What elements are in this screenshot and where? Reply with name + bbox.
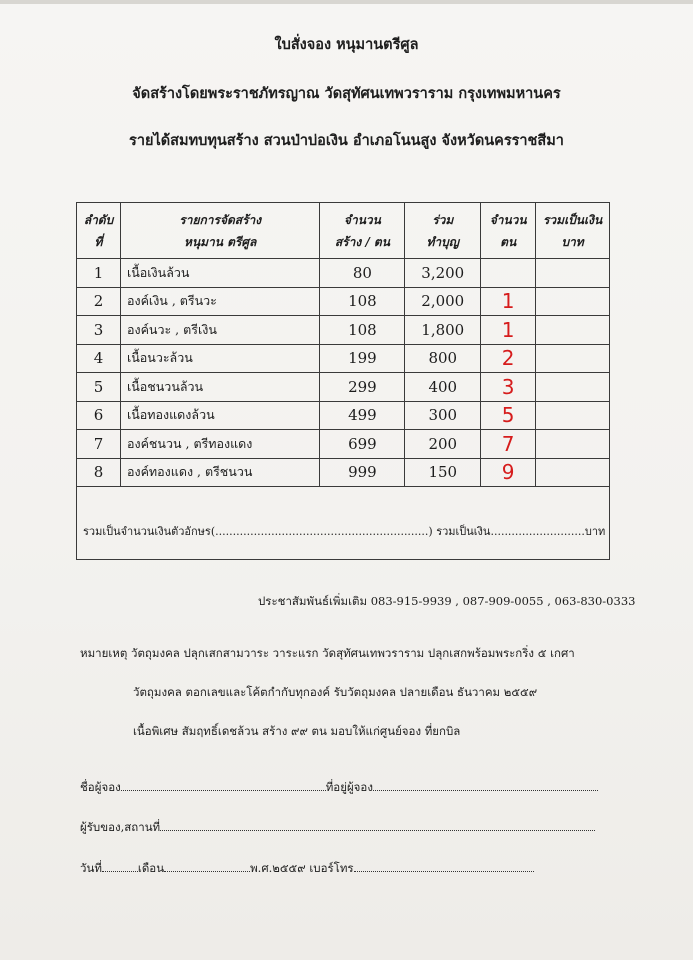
row-total[interactable] [536,430,610,459]
receiver-field[interactable] [160,820,595,831]
phone-label: เบอร์โทร [309,861,354,875]
header-no: ลำดับ ที่ [77,203,121,259]
row-made: 80 [320,259,405,288]
address-label: ที่อยู่ผู้จอง [325,780,373,794]
receiver-label: ผู้รับของ,สถานที่ [80,820,161,834]
row-item: เนื้อนวะล้วน [120,344,320,373]
date-label: วันที่ [80,861,102,875]
row-no: 8 [77,458,121,487]
row-total[interactable] [536,259,610,288]
row-total[interactable] [536,316,610,345]
row-qty[interactable] [481,259,536,288]
name-field[interactable] [121,780,326,791]
table-header-row [77,203,610,259]
row-qty[interactable]: 7 [481,430,536,459]
row-made: 499 [320,401,405,430]
row-donate: 300 [405,401,481,430]
row-total[interactable] [536,287,610,316]
month-label: เดือน [137,861,165,875]
row-qty[interactable]: 5 [481,401,536,430]
row-no: 4 [77,344,121,373]
note-line-1: หมายเหตุ วัตถุมงคล ปลุกเสกสามวาระ วาระแรก วัดสุทัศนเทพวราราม ปลุกเสกพร้อมพระกริ่ง ๕ เกศา [80,646,575,660]
table-total-row [77,487,610,560]
receiver-row [80,819,595,837]
row-total[interactable] [536,401,610,430]
row-total[interactable] [536,458,610,487]
row-donate: 800 [405,344,481,373]
name-label: ชื่อผู้จอง [80,780,121,794]
form-title: ใบสั่งจอง หนุมานตรีศูล [274,36,419,53]
month-field[interactable] [164,861,250,872]
row-qty[interactable]: 2 [481,344,536,373]
row-item: เนื้อเงินล้วน [120,259,320,288]
total-in-words-field[interactable]: รวมเป็นจำนวนเงินตัวอักษร(.............................................................) รวมเป็นเงิน...........................บาท [77,487,610,560]
address-field[interactable] [373,780,598,791]
page-edge [0,0,693,4]
header-item: รายการจัดสร้าง หนุมาน ตรีศูล [120,203,320,259]
row-no: 3 [77,316,121,345]
organizer-line: จัดสร้างโดยพระราชภัทรญาณ วัดสุทัศนเทพวราราม กรุงเทพมหานคร [132,85,561,102]
row-made: 108 [320,287,405,316]
row-total[interactable] [536,344,610,373]
row-qty[interactable]: 1 [481,287,536,316]
header-donate: ร่วม ทำบุญ [405,203,481,259]
row-made: 999 [320,458,405,487]
row-donate: 400 [405,373,481,402]
header-qty: จำนวน ตน [481,203,536,259]
row-item: องค์ชนวน , ตรีทองแดง [120,430,320,459]
contact-phones: ประชาสัมพันธ์เพิ่มเติม 083-915-9939 , 087-909-0055 , 063-830-0333 [258,594,636,608]
name-address-row [80,779,598,797]
row-made: 108 [320,316,405,345]
row-donate: 1,800 [405,316,481,345]
table-row [77,316,610,345]
table-row [77,287,610,316]
row-qty[interactable]: 9 [481,458,536,487]
row-donate: 150 [405,458,481,487]
row-qty[interactable]: 3 [481,373,536,402]
table-row [77,259,610,288]
purpose-line: รายได้สมทบทุนสร้าง สวนป่าบ่อเงิน อำเภอโนนสูง จังหวัดนครราชสีมา [129,132,564,149]
header-total: รวมเป็นเงิน บาท [536,203,610,259]
row-no: 6 [77,401,121,430]
order-table [76,202,610,560]
table-row [77,373,610,402]
row-item: องค์เงิน , ตรีนวะ [120,287,320,316]
table-row [77,458,610,487]
row-qty[interactable]: 1 [481,316,536,345]
row-no: 1 [77,259,121,288]
row-made: 199 [320,344,405,373]
header-made: จำนวน สร้าง / ตน [320,203,405,259]
row-item: เนื้อชนวนล้วน [120,373,320,402]
note-line-3: เนื้อพิเศษ สัมฤทธิ์เดชล้วน สร้าง ๙๙ ตน มอบให้แก่ศูนย์จอง ที่ยกบิล [133,724,461,738]
row-no: 2 [77,287,121,316]
row-no: 7 [77,430,121,459]
note-line-2: วัตถุมงคล ตอกเลขและโค้ตกำกับทุกองค์ รับวัตถุมงคล ปลายเดือน ธันวาคม ๒๕๕๙ [133,685,538,699]
row-item: องค์ทองแดง , ตรีชนวน [120,458,320,487]
table-row [77,401,610,430]
row-item: เนื้อทองแดงล้วน [120,401,320,430]
row-item: องค์นวะ , ตรีเงิน [120,316,320,345]
row-made: 299 [320,373,405,402]
row-total[interactable] [536,373,610,402]
table-row [77,344,610,373]
row-donate: 3,200 [405,259,481,288]
table-row [77,430,610,459]
date-phone-row [80,860,534,878]
phone-field[interactable] [354,861,534,872]
row-no: 5 [77,373,121,402]
day-field[interactable] [102,861,138,872]
year-label: พ.ศ.๒๕๕๙ [250,861,306,875]
row-donate: 200 [405,430,481,459]
row-donate: 2,000 [405,287,481,316]
row-made: 699 [320,430,405,459]
